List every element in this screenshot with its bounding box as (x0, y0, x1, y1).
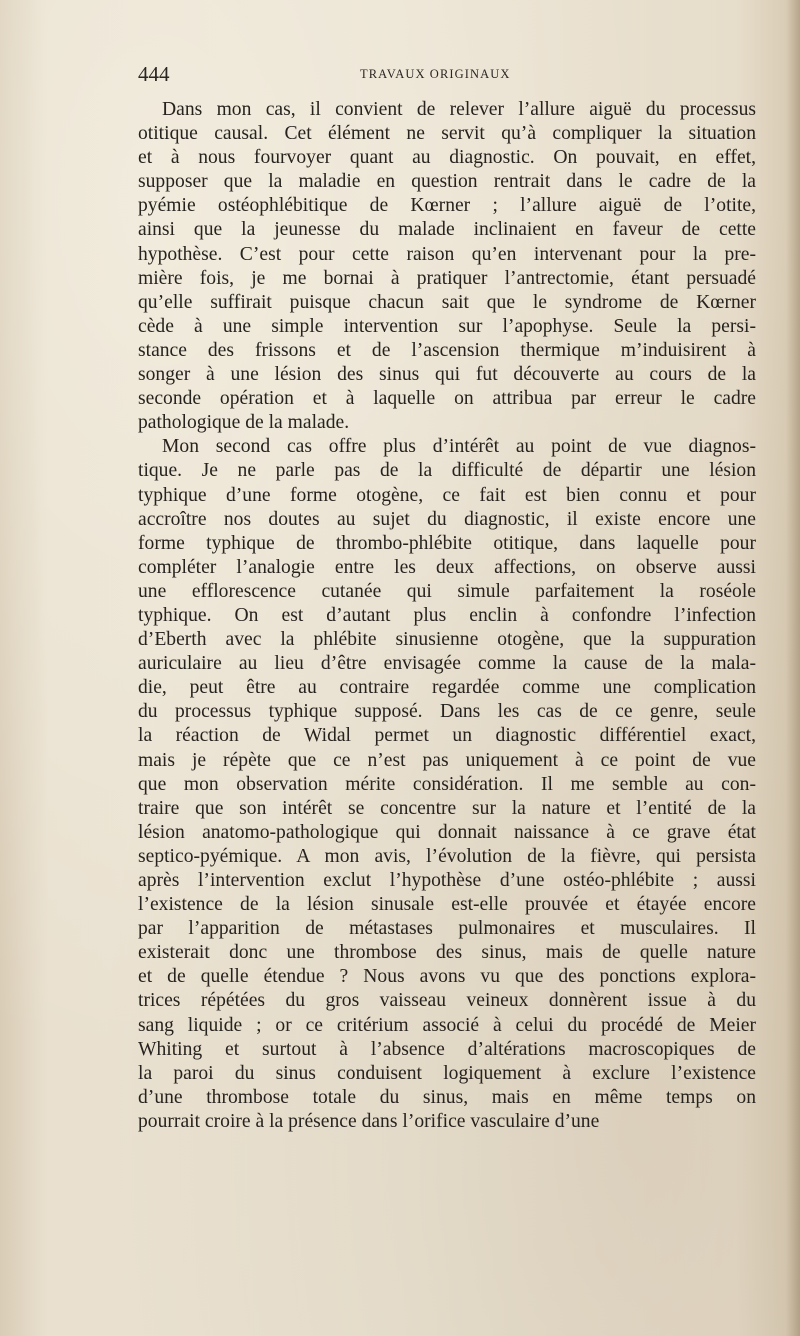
text-line: tique. Je ne parle pas de la difficulté de départir une lésion (138, 460, 756, 482)
page-number: 444 (138, 62, 170, 86)
text-line: traire que son intérêt se concentre sur la nature et l’entité de la (138, 797, 756, 819)
text-line: typhique. On est d’autant plus enclin à confondre l’infection (138, 604, 756, 626)
text-line: Dans mon cas, il convient de relever l’allure aiguë du processus (162, 99, 756, 120)
page-edge-shadow (786, 0, 800, 1336)
text-line: pourrait croire à la présence dans l’orifice vasculaire d’une (138, 1110, 600, 1132)
text-line: septico-pyémique. A mon avis, l’évolution de la fièvre, qui persista (138, 845, 756, 867)
text-line: trices répétées du gros vaisseau veineux donnèrent issue à du (138, 990, 756, 1012)
text-line: existerait donc une thrombose des sinus, mais de quelle nature (138, 942, 756, 964)
text-line: compléter l’analogie entre les deux affections, on observe aussi (138, 556, 756, 578)
text-line: et à nous fourvoyer quant au diagnostic. On pouvait, en effet, (138, 147, 756, 169)
text-line: sang liquide ; or ce critérium associé à celui du procédé de Meier (138, 1014, 756, 1036)
text-line: otitique causal. Cet élément ne servit qu’à compliquer la situation (138, 123, 756, 145)
text-line: forme typhique de thrombo-phlébite otitique, dans laquelle pour (138, 532, 756, 554)
text-line: par l’apparition de métastases pulmonaires et musculaires. Il (138, 918, 756, 940)
text-line: Whiting et surtout à l’absence d’altérations macroscopiques de (138, 1038, 756, 1060)
text-line: la paroi du sinus conduisent logiquement à exclure l’existence (138, 1062, 756, 1084)
text-line: du processus typhique supposé. Dans les cas de ce genre, seule (138, 701, 756, 723)
text-line: mière fois, je me bornai à pratiquer l’antrectomie, étant persuadé (138, 267, 756, 289)
text-line: qu’elle suffirait puisque chacun sait que le syndrome de Kœrner (138, 291, 756, 313)
text-line: et de quelle étendue ? Nous avons vu que des ponctions explora- (138, 966, 756, 988)
text-line: mais je répète que ce n’est pas uniquement à ce point de vue (138, 749, 756, 771)
text-line: Mon second cas offre plus d’intérêt au point de vue diagnos- (162, 436, 756, 458)
text-line: l’existence de la lésion sinusale est-elle prouvée et étayée encore (138, 894, 756, 916)
running-head: TRAVAUX ORIGINAUX (360, 67, 511, 81)
text-line: supposer que la maladie en question rentrait dans le cadre de la (138, 171, 756, 193)
text-line: d’une thrombose totale du sinus, mais en même temps on (138, 1086, 756, 1108)
text-line: auriculaire au lieu d’être envisagée comme la cause de la mala- (138, 653, 756, 675)
text-line: seconde opération et à laquelle on attribua par erreur le cadre (138, 388, 756, 410)
text-line: accroître nos doutes au sujet du diagnostic, il existe encore une (138, 508, 756, 530)
text-line: lésion anatomo-pathologique qui donnait naissance à ce grave état (138, 821, 756, 843)
text-line: stance des frissons et de l’ascension thermique m’induisirent à (138, 339, 756, 361)
text-line: ainsi que la jeunesse du malade inclinaient en faveur de cette (138, 219, 756, 241)
text-line: hypothèse. C’est pour cette raison qu’en intervenant pour la pre- (138, 243, 756, 265)
text-line: songer à une lésion des sinus qui fut découverte au cours de la (138, 364, 756, 386)
text-line: pathologique de la malade. (138, 412, 350, 434)
text-line: après l’intervention exclut l’hypothèse d’une ostéo-phlébite ; aussi (138, 870, 756, 891)
text-line: la réaction de Widal permet un diagnostic différentiel exact, (138, 725, 756, 747)
text-line: une efflorescence cutanée qui simule parfaitement la roséole (138, 580, 756, 602)
text-line: typhique d’une forme otogène, ce fait est bien connu et pour (138, 484, 756, 506)
text-line: pyémie ostéophlébitique de Kœrner ; l’allure aiguë de l’otite, (138, 195, 756, 217)
body-text (138, 98, 756, 1134)
text-line: que mon observation mérite considération. Il me semble au con- (138, 773, 756, 795)
page-header (138, 60, 756, 90)
text-line: die, peut être au contraire regardée comme une complication (138, 677, 756, 699)
text-line: d’Eberth avec la phlébite sinusienne otogène, que la suppuration (138, 629, 756, 651)
text-line: cède à une simple intervention sur l’apophyse. Seule la persi- (138, 315, 756, 337)
